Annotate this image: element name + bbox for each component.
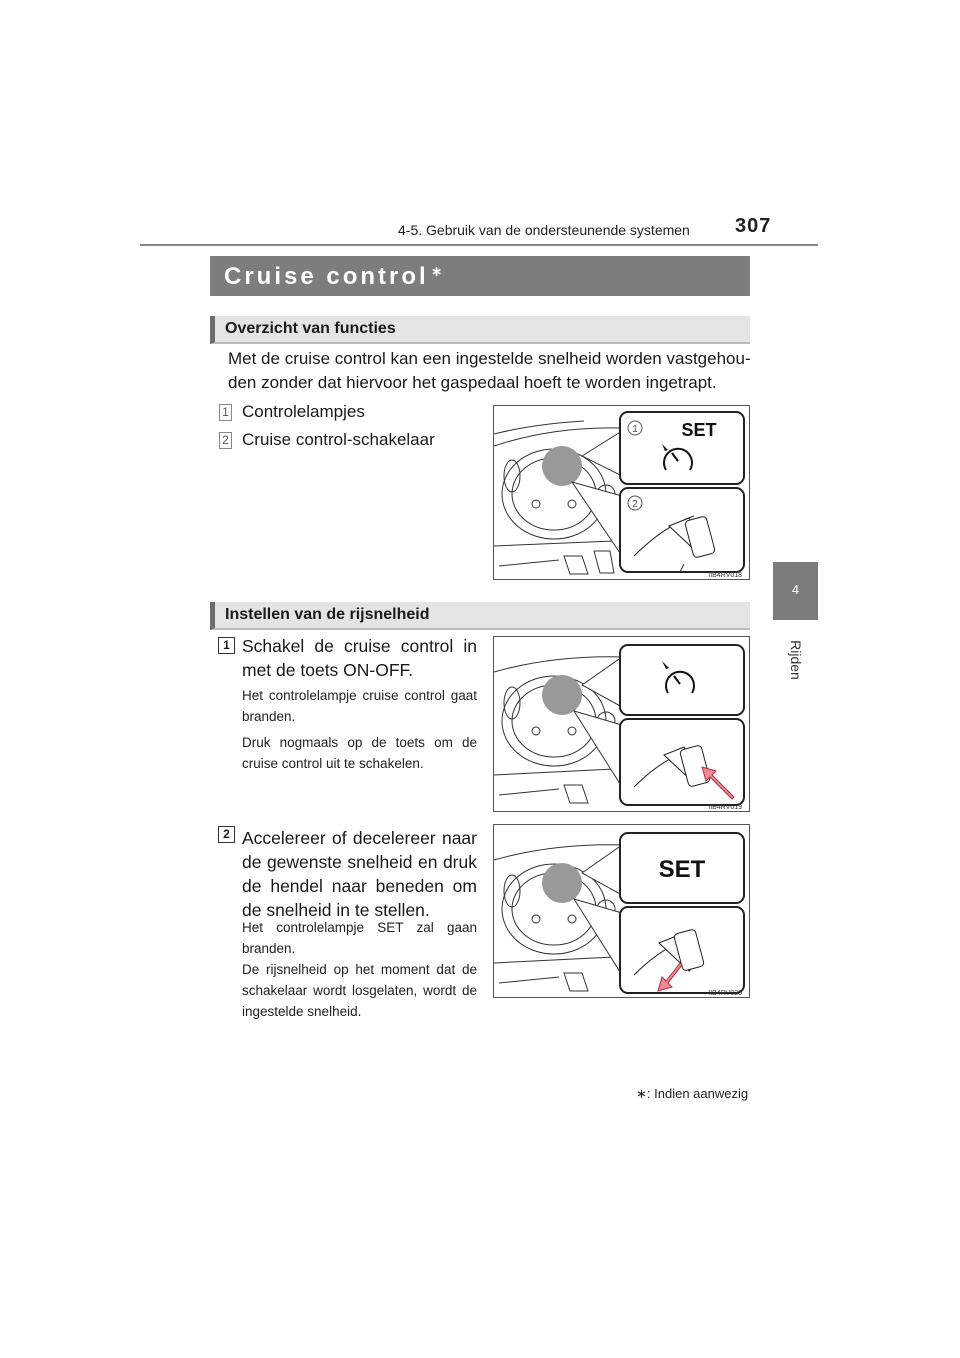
section-heading-overview-text: Overzicht van functies xyxy=(225,320,396,337)
figure-code: IIB4RV020 xyxy=(708,990,742,997)
item-label: Cruise control-schakelaar xyxy=(242,430,435,449)
set-indicator-label: SET xyxy=(658,856,706,883)
step-1-instruction: Schakel de cruise control in met de toets ON-OFF. xyxy=(242,636,477,680)
item-number-badge: 2 xyxy=(219,432,232,449)
footnote-text: : Indien aanwezig xyxy=(646,1086,749,1101)
page-title xyxy=(224,263,442,291)
set-indicator-label: SET xyxy=(681,420,717,440)
step-number-2: 2 xyxy=(218,826,235,843)
page-title-bar xyxy=(210,256,750,296)
step-1-note-1: Het controlelampje cruise control gaat branden. xyxy=(242,688,477,724)
chapter-label-container xyxy=(778,630,814,690)
item-number-badge: 1 xyxy=(219,404,232,421)
overview-paragraph-line2: den zonder dat hiervoor het gaspedaal hoeft te worden ingetrapt. xyxy=(228,373,717,392)
figure-step-1 xyxy=(493,636,750,812)
callout-2: 2 xyxy=(632,499,638,510)
item-label: Controlelampjes xyxy=(242,402,365,421)
step-2-note-2: De rijsnelheid op het moment dat de schakelaar wordt losgelaten, wordt de ingestelde snelheid. xyxy=(242,962,477,1019)
chapter-tab xyxy=(773,562,818,620)
chapter-number: 4 xyxy=(791,582,800,597)
title-asterisk: ∗ xyxy=(430,263,443,279)
page-number: 307 xyxy=(735,215,772,237)
overview-paragraph-line1: Met de cruise control kan een ingestelde snelheid worden vastgehou- xyxy=(228,349,751,368)
dashboard-illustration xyxy=(494,406,750,580)
figure-code: IIB4RV018 xyxy=(708,572,742,579)
section-heading-setting-text: Instellen van de rijsnelheid xyxy=(225,606,430,623)
step-1-note-2: Druk nogmaals op de toets om de cruise control uit te schakelen. xyxy=(242,735,477,771)
step-number-1: 1 xyxy=(218,637,235,654)
callout-1: 1 xyxy=(632,424,638,435)
header-divider xyxy=(140,244,818,246)
chapter-label: Rijden xyxy=(788,640,804,680)
section-heading-setting xyxy=(210,602,750,630)
page-title-text: Cruise control xyxy=(224,263,429,290)
step-2-instruction: Accelereer of decelereer naar de gewenste snelheid en druk de hendel naar beneden om de snelheid in te stellen. xyxy=(242,828,477,920)
footnote xyxy=(636,1086,748,1102)
running-header-section: 4-5. Gebruik van de ondersteunende systemen xyxy=(398,222,690,238)
figure-step-2 xyxy=(493,824,750,998)
figure-code: IIB4RV019 xyxy=(708,804,742,811)
footnote-asterisk: ∗ xyxy=(636,1086,647,1101)
overview-item-1 xyxy=(219,402,365,422)
step-2-note-1: Het controlelampje SET zal gaan branden. xyxy=(242,920,477,956)
overview-item-2 xyxy=(219,430,435,450)
figure-overview xyxy=(493,405,750,580)
section-heading-overview xyxy=(210,316,750,344)
